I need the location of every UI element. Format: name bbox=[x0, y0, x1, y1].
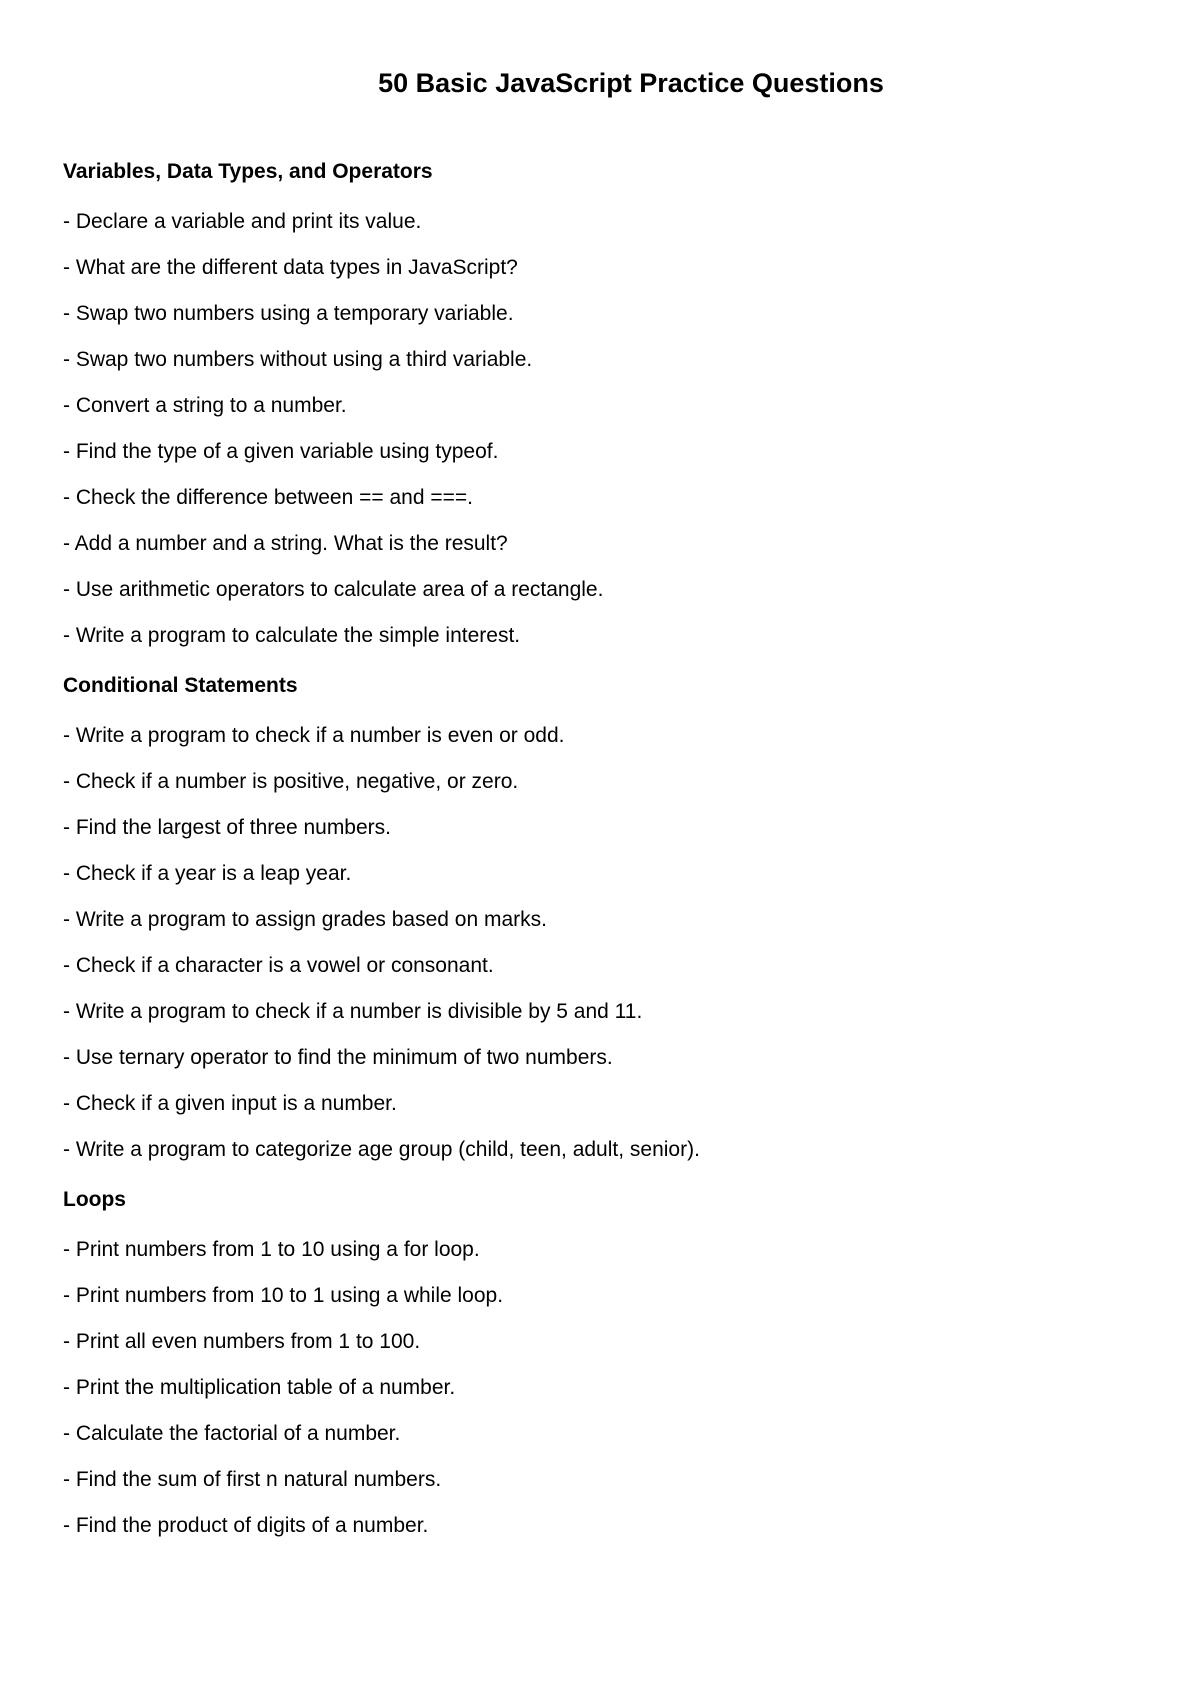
question-item: - Swap two numbers using a temporary variable. bbox=[63, 302, 514, 325]
question-item: - Print the multiplication table of a number. bbox=[63, 1376, 456, 1399]
question-item: - What are the different data types in JavaScript? bbox=[63, 256, 518, 279]
question-item: - Print numbers from 10 to 1 using a while loop. bbox=[63, 1284, 504, 1307]
question-item: - Check if a given input is a number. bbox=[63, 1092, 397, 1115]
question-item: - Write a program to calculate the simple interest. bbox=[63, 624, 521, 647]
question-item: - Swap two numbers without using a third variable. bbox=[63, 348, 533, 371]
question-item: - Find the product of digits of a number. bbox=[63, 1514, 429, 1537]
question-item: - Write a program to check if a number is even or odd. bbox=[63, 724, 565, 747]
section-heading: Variables, Data Types, and Operators bbox=[63, 160, 433, 183]
question-item: - Check if a character is a vowel or consonant. bbox=[63, 954, 494, 977]
question-item: - Write a program to check if a number is divisible by 5 and 11. bbox=[63, 1000, 643, 1023]
question-item: - Find the sum of first n natural numbers. bbox=[63, 1468, 442, 1491]
section bbox=[63, 1183, 1143, 1555]
question-item: - Use arithmetic operators to calculate area of a rectangle. bbox=[63, 578, 604, 601]
question-item: - Print all even numbers from 1 to 100. bbox=[63, 1330, 421, 1353]
document-body bbox=[63, 155, 1143, 1559]
question-list bbox=[63, 719, 1143, 1179]
question-item: - Find the type of a given variable using typeof. bbox=[63, 440, 499, 463]
question-item: - Check the difference between == and ===. bbox=[63, 486, 473, 509]
question-item: - Write a program to assign grades based on marks. bbox=[63, 908, 547, 931]
question-list bbox=[63, 205, 1143, 665]
section-heading: Loops bbox=[63, 1188, 126, 1211]
question-item: - Add a number and a string. What is the result? bbox=[63, 532, 508, 555]
question-item: - Convert a string to a number. bbox=[63, 394, 347, 417]
question-item: - Check if a year is a leap year. bbox=[63, 862, 352, 885]
question-item: - Use ternary operator to find the minimum of two numbers. bbox=[63, 1046, 613, 1069]
question-item: - Write a program to categorize age group (child, teen, adult, senior). bbox=[63, 1138, 700, 1161]
section bbox=[63, 669, 1143, 1179]
question-item: - Find the largest of three numbers. bbox=[63, 816, 391, 839]
question-item: - Declare a variable and print its value. bbox=[63, 210, 422, 233]
question-item: - Check if a number is positive, negative, or zero. bbox=[63, 770, 519, 793]
question-item: - Print numbers from 1 to 10 using a for loop. bbox=[63, 1238, 480, 1261]
question-list bbox=[63, 1233, 1143, 1555]
question-item: - Calculate the factorial of a number. bbox=[63, 1422, 401, 1445]
section bbox=[63, 155, 1143, 665]
section-heading: Conditional Statements bbox=[63, 674, 298, 697]
page-title: 50 Basic JavaScript Practice Questions bbox=[378, 68, 884, 98]
